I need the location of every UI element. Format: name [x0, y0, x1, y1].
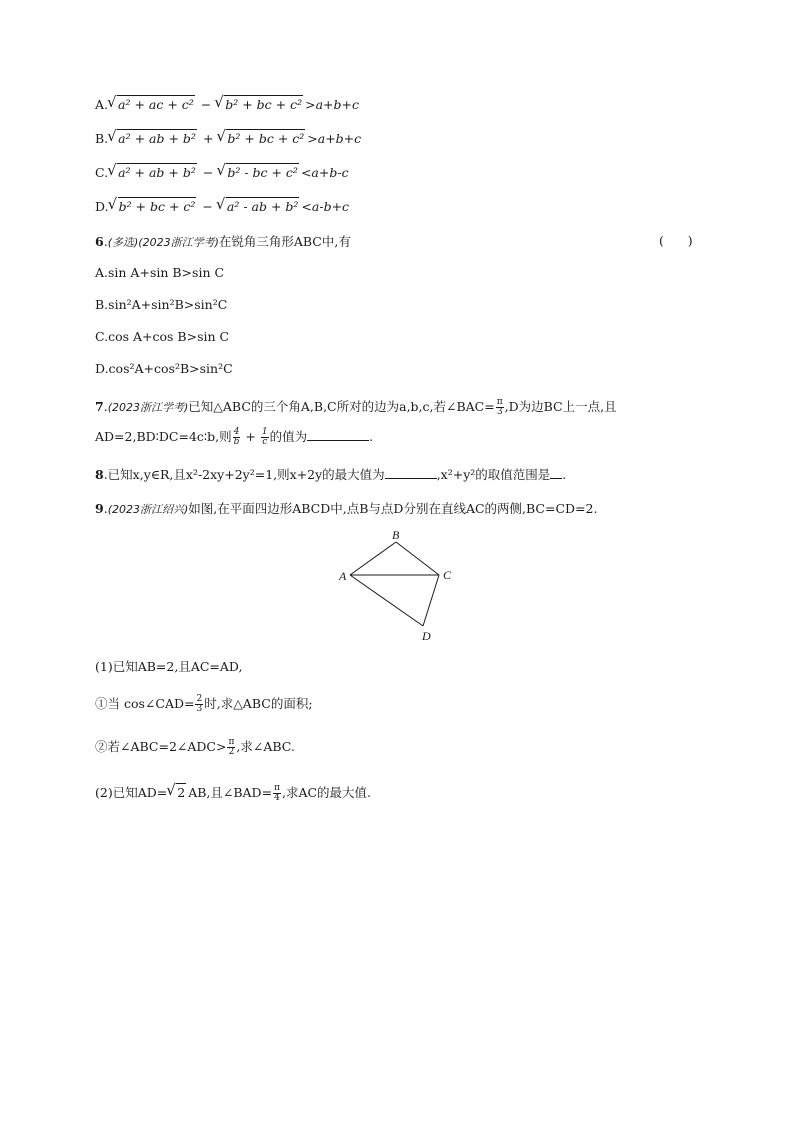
option-rest: <a+b-c [300, 165, 349, 180]
radicand: a² + ab + b² [118, 165, 196, 180]
question-text: .已知x,y∈R,且x²-2xy+2y²=1,则x+2y的最大值为 [103, 467, 385, 482]
q6-option-d: D.cos²A+cos²B>sin²C [95, 361, 233, 376]
fraction-pi-4 [273, 784, 281, 803]
segment-ad [350, 575, 423, 626]
question-tag: (多选) [107, 236, 139, 249]
segment-cd [423, 575, 439, 626]
sqrt-2 [217, 197, 300, 216]
answer-blank-2[interactable] [550, 468, 562, 479]
question-number: 8 [95, 467, 104, 482]
q6-option-b: B.sin²A+sin²B>sin²C [95, 297, 228, 312]
option-label: C. [95, 165, 109, 180]
radicand: 2 [177, 785, 186, 800]
question-text: 时,求△ABC的面积; [204, 696, 313, 711]
answer-blank-1[interactable] [385, 468, 437, 479]
vertex-label-c: C [443, 568, 452, 582]
option-rest: >a+b+c [307, 131, 362, 146]
q7-line2 [95, 428, 373, 447]
sqrt-1 [108, 95, 195, 114]
fraction-2-3 [195, 695, 203, 714]
q5-option-b [95, 129, 361, 148]
denominator: c [262, 437, 268, 447]
fraction-1-c [261, 428, 269, 447]
sqrt-1 [108, 129, 197, 148]
question-source: (2023浙江学考) [138, 236, 219, 249]
period: . [369, 429, 374, 444]
question-text: ,求∠ABC. [236, 739, 295, 754]
q6-stem: 6.(多选)(2023浙江学考)在锐角三角形ABC中,有 [95, 234, 351, 249]
radicand: a² + ac + c² [118, 97, 194, 112]
period: . [562, 467, 567, 482]
numerator: π [274, 783, 280, 793]
operator: − [202, 199, 213, 214]
option-label: A. [95, 97, 109, 112]
radicand: a² - ab + b² [226, 199, 299, 214]
option-label: B. [95, 131, 109, 146]
denominator: 4 [274, 793, 280, 803]
q9-part1-b [95, 738, 295, 757]
question-text: AD=2,BD∶DC=4c∶b,则 [95, 429, 232, 444]
quadrilateral-figure [330, 528, 470, 646]
question-stem: 在锐角三角形ABC中,有 [218, 234, 351, 249]
question-text: 的值为 [269, 429, 308, 444]
q6-option-a: A.sin A+sin B>sin C [95, 265, 225, 280]
question-number: 7 [95, 399, 104, 414]
q7-line1: 7.(2023浙江学考)已知△ABC的三个角A,B,C所对的边为a,b,c,若∠BAC= $\frac{\pi}{3}$ ,D为边BC上一点,且 [95, 397, 617, 417]
q6-option-c: C.cos A+cos B>sin C [95, 329, 230, 344]
question-text: ,求AC的最大值. [281, 785, 372, 800]
q5-option-c [95, 163, 349, 182]
question-text: 已知△ABC的三个角A,B,C所对的边为a,b,c,若∠BAC= [188, 399, 495, 414]
operator: − [202, 165, 214, 180]
fraction-pi-3 [496, 398, 504, 417]
operator: − [200, 97, 212, 112]
vertex-label-b: B [392, 528, 400, 542]
q5-option-d [95, 197, 349, 216]
radicand: b² + bc + c² [227, 131, 305, 146]
question-stem: 如图,在平面四边形ABCD中,点B与点D分别在直线AC的两侧,BC=CD=2. [188, 501, 598, 516]
numerator: 2 [196, 694, 203, 704]
q8-line [95, 466, 566, 484]
radicand: b² - bc + c² [227, 165, 298, 180]
question-text: ②若∠ABC=2∠ADC> [95, 739, 227, 754]
question-number: 9 [95, 501, 104, 516]
fraction-4-b [233, 428, 241, 447]
question-text: ①当 cos∠CAD= [95, 696, 195, 711]
q9-stem: 9.(2023浙江绍兴)如图,在平面四边形ABCD中,点B与点D分别在直线AC的两侧,BC=CD=2. [95, 501, 598, 516]
question-source: (2023浙江绍兴) [107, 503, 189, 516]
q9-part1-a [95, 695, 313, 714]
vertex-label-d: D [422, 629, 431, 643]
numerator: π [496, 397, 503, 407]
fraction-pi-2 [227, 738, 235, 757]
denominator: 3 [196, 704, 203, 714]
radicand: b² + bc + c² [225, 97, 303, 112]
question-text: ,x²+y²的取值范围是 [436, 467, 551, 482]
operator: + [245, 429, 256, 444]
question-source: (2023浙江学考) [107, 401, 189, 414]
option-label: D. [95, 199, 109, 214]
sqrt-2 [217, 129, 305, 148]
q5-option-a [95, 95, 359, 114]
sqrt-2 [217, 163, 299, 182]
vertex-label-a: A [339, 569, 347, 583]
numerator: 1 [261, 427, 268, 437]
option-rest: >a+b+c [305, 97, 360, 112]
numerator: π [228, 737, 235, 747]
question-text: (2)已知AD= [95, 785, 168, 800]
denominator: b [233, 437, 240, 447]
sqrt-2 [215, 95, 303, 114]
question-text: ,D为边BC上一点,且 [504, 399, 617, 414]
radicand: a² + ab + b² [118, 131, 196, 146]
sqrt-2 [167, 783, 186, 802]
segment-bc [396, 542, 439, 575]
answer-parentheses: ( ) [659, 233, 693, 248]
q9-part2 [95, 783, 371, 803]
numerator: 4 [233, 427, 240, 437]
operator: + [202, 131, 214, 146]
sqrt-1 [109, 197, 197, 216]
sqrt-1 [108, 163, 197, 182]
q9-part1: (1)已知AB=2,且AC=AD, [95, 659, 243, 674]
question-text: AB,且∠BAD= [188, 785, 273, 800]
segment-ab [350, 542, 396, 575]
denominator: 2 [228, 747, 235, 757]
option-rest: <a-b+c [301, 199, 350, 214]
denominator: 3 [496, 407, 503, 417]
question-number: 6 [95, 234, 104, 249]
radicand: b² + bc + c² [118, 199, 196, 214]
answer-blank[interactable] [307, 430, 369, 441]
